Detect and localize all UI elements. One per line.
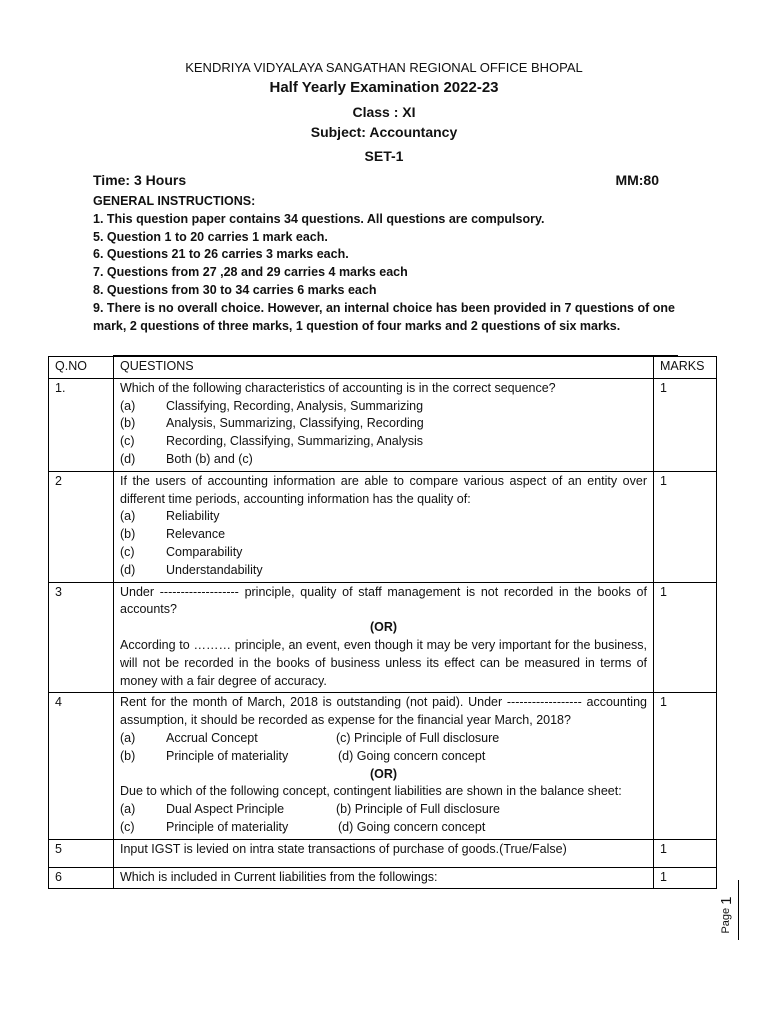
table-row: [49, 378, 717, 471]
class-label: Class : XI: [352, 104, 416, 120]
table-row: [49, 471, 717, 582]
option: (b) Principle of materiality (d) Going concern concept: [120, 748, 486, 763]
qno-header: Q.NO: [49, 357, 114, 379]
exam-title: Half Yearly Examination 2022-23: [269, 79, 499, 96]
page-label: Page: [720, 907, 732, 934]
table-row: [49, 867, 717, 889]
instructions-title: GENERAL INSTRUCTIONS:: [93, 194, 256, 208]
marks-header: MARKS: [654, 357, 717, 379]
time-label: Time: 3 Hours: [93, 172, 187, 188]
questions-header: QUESTIONS: [114, 357, 654, 379]
option: (b) Relevance: [120, 527, 226, 542]
question-text: Which is included in Current liabilities from the followings:: [120, 869, 438, 884]
question-text: Which of the following characteristics of accounting is in the correct sequence?: [120, 380, 556, 395]
question-marks: 1: [654, 693, 717, 839]
question-text: Input IGST is levied on intra state transactions of purchase of goods.(True/False): [120, 841, 567, 856]
question-cell: [114, 378, 654, 471]
page-number-value: 1: [717, 896, 735, 905]
question-cell: [114, 471, 654, 582]
question-cell: [114, 582, 654, 693]
time-marks-bar: [93, 172, 659, 188]
alternate-question-text: Due to which of the following concept, contingent liabilities are shown in the balance sheet:: [120, 784, 622, 799]
question-number: 2: [49, 471, 114, 582]
question-cell: [114, 839, 654, 867]
option: (d) Understandability: [120, 562, 263, 577]
option: (a) Classifying, Recording, Analysis, Summarizing: [120, 398, 424, 413]
instruction-item: 1. This question paper contains 34 questions. All questions are compulsory.: [93, 211, 545, 226]
question-marks: 1: [654, 471, 717, 582]
set-label: SET-1: [364, 148, 404, 164]
question-number: 5: [49, 839, 114, 867]
table-row: [49, 693, 717, 839]
instruction-item: 5. Question 1 to 20 carries 1 mark each.: [93, 229, 328, 244]
question-marks: 1: [654, 378, 717, 471]
question-cell: [114, 693, 654, 839]
or-separator: (OR): [369, 620, 398, 635]
table-row: [49, 582, 717, 693]
instruction-item: 6. Questions 21 to 26 carries 3 marks each.: [93, 247, 349, 262]
question-number: 6: [49, 867, 114, 889]
question-marks: 1: [654, 582, 717, 693]
question-cell: [114, 867, 654, 889]
instruction-item: 9. There is no overall choice. However, an internal choice has been provided in 7 questions of one mark, 2 questions of three marks, 1 question of four marks and 2 questions of six marks.: [93, 300, 675, 333]
question-text: Rent for the month of March, 2018 is outstanding (not paid). Under ------------------ accounting assumption, it should be recorded as expense for the financial year March, 2018?: [120, 695, 647, 728]
option: (c) Principle of materiality (d) Going concern concept: [120, 819, 486, 834]
general-instructions: [93, 193, 675, 335]
option: (c) Comparability: [120, 544, 243, 559]
question-text: If the users of accounting information are able to compare various aspect of an entity over different time periods, accounting information has the quality of:: [120, 473, 647, 506]
question-marks: 1: [654, 867, 717, 889]
max-marks-label: MM:80: [615, 172, 659, 188]
or-separator: (OR): [369, 766, 398, 781]
table-row: [49, 839, 717, 867]
option: (a) Dual Aspect Principle (b) Principle of Full disclosure: [120, 802, 500, 817]
table-header-row: [49, 357, 717, 379]
question-number: 1.: [49, 378, 114, 471]
question-number: 3: [49, 582, 114, 693]
option: (b) Analysis, Summarizing, Classifying, Recording: [120, 416, 424, 431]
organization-name: KENDRIYA VIDYALAYA SANGATHAN REGIONAL OFFICE BHOPAL: [185, 60, 583, 75]
option: (a) Reliability: [120, 509, 220, 524]
instruction-item: 8. Questions from 30 to 34 carries 6 marks each: [93, 282, 377, 297]
question-marks: 1: [654, 839, 717, 867]
question-text: Under ------------------- principle, quality of staff management is not recorded in the books of accounts?: [120, 584, 647, 617]
alternate-question-text: According to ……… principle, an event, even though it may be very important for the business, will not be recorded in the books of business unless its effect can be measured in terms of money with a fair degree of accuracy.: [120, 637, 647, 688]
instruction-item: 7. Questions from 27 ,28 and 29 carries 4 marks each: [93, 265, 408, 280]
option: (d) Both (b) and (c): [120, 451, 253, 466]
questions-table: [48, 356, 717, 889]
option: (c) Recording, Classifying, Summarizing, Analysis: [120, 434, 424, 449]
page-number: [706, 895, 746, 935]
question-number: 4: [49, 693, 114, 839]
option: (a) Accrual Concept (c) Principle of Full disclosure: [120, 730, 500, 745]
subject-label: Subject: Accountancy: [310, 124, 458, 140]
